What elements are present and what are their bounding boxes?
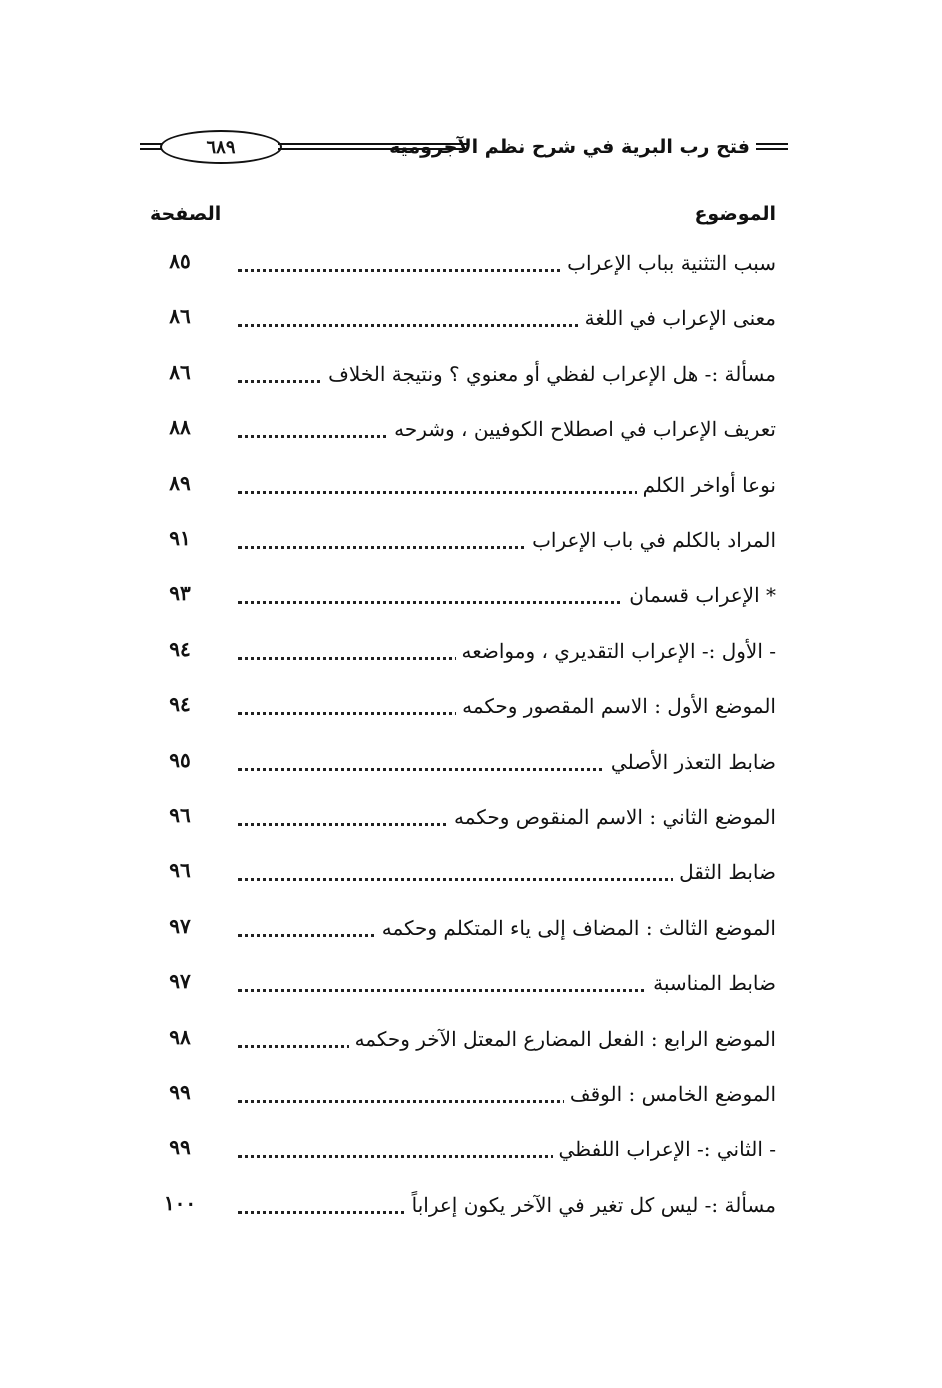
toc-entry-title: مسألة :- ليس كل تغير في الآخر يكون إعراباً xyxy=(406,1193,776,1217)
toc-entry xyxy=(0,963,942,1007)
toc-entry-page: ٩٧ xyxy=(169,913,191,938)
toc-entry-page: ٨٦ xyxy=(169,359,191,384)
toc-entry-title: سبب التثنية بباب الإعراب xyxy=(561,251,776,275)
toc-entry-title: ضابط الثقل xyxy=(673,860,776,884)
toc-entry xyxy=(0,686,942,730)
toc-entry-page: ٨٨ xyxy=(169,415,191,440)
toc-entry-page: ٨٥ xyxy=(169,249,191,273)
toc-entry-page: ٩٨ xyxy=(169,1024,191,1049)
header-rule-middle xyxy=(278,143,468,150)
toc-entry-page: ٩٩ xyxy=(169,1135,191,1160)
toc-entry xyxy=(0,409,942,453)
toc-entry-page: ٩٤ xyxy=(169,692,191,717)
toc-entry xyxy=(0,742,942,786)
toc-entry xyxy=(0,575,942,619)
header-rule-left xyxy=(140,143,162,150)
toc-entry-page: ٨٩ xyxy=(169,470,191,495)
toc-entry xyxy=(0,1074,942,1118)
toc-entry-page: ٩٩ xyxy=(169,1080,191,1104)
toc-entry-title: - الأول :- الإعراب التقديري ، ومواضعه xyxy=(456,639,777,663)
toc-entry xyxy=(0,908,942,952)
toc-entry-title: المراد بالكلم في باب الإعراب xyxy=(526,528,776,552)
toc-entry xyxy=(0,1019,942,1063)
toc-entry xyxy=(0,852,942,896)
header-rule-right xyxy=(756,143,788,150)
toc-entry xyxy=(0,1185,942,1229)
page-number: ٦٨٩ xyxy=(160,130,282,164)
book-title: فتح رب البرية في شرح نظم الآجرومية xyxy=(389,136,750,158)
toc-entry-title: نوعا أواخر الكلم xyxy=(637,473,776,497)
toc-entry-page: ٩٣ xyxy=(169,581,191,606)
toc-entry-title: الموضع الخامس : الوقف xyxy=(564,1082,776,1106)
toc-entry xyxy=(0,298,942,342)
toc-entry-title: * الإعراب قسمان xyxy=(623,583,776,607)
toc-entry-title: معنى الإعراب في اللغة xyxy=(579,306,776,330)
toc-entry-page: ٩٦ xyxy=(169,858,191,883)
toc-entry-title: ضابط التعذر الأصلي xyxy=(605,750,776,774)
toc-entry-page: ٨٦ xyxy=(169,304,191,329)
toc-entry xyxy=(0,520,942,564)
toc-entry-title: تعريف الإعراب في اصطلاح الكوفيين ، وشرحه xyxy=(388,417,776,441)
toc-entry-page: ٩٧ xyxy=(169,969,191,994)
toc-entry xyxy=(0,631,942,675)
toc-entry-page: ٩١ xyxy=(169,526,191,550)
toc-entry-title: الموضع الثاني : الاسم المنقوص وحكمه xyxy=(448,805,776,829)
toc-entry xyxy=(0,465,942,509)
toc-entry xyxy=(0,1129,942,1173)
toc-entry-page: ٩٥ xyxy=(169,747,191,772)
toc-entry-page: ١٠٠ xyxy=(163,1190,197,1215)
toc-entry xyxy=(0,797,942,841)
topic-column-header: الموضوع xyxy=(694,203,776,225)
toc-entry-page: ٩٤ xyxy=(169,636,191,661)
toc-entry-title: الموضع الثالث : المضاف إلى ياء المتكلم وحكمه xyxy=(376,916,776,940)
toc-entry-title: ضابط المناسبة xyxy=(647,971,776,995)
toc-entry-title: الموضع الرابع : الفعل المضارع المعتل الآخر وحكمه xyxy=(349,1027,776,1051)
toc-entry-title: - الثاني :- الإعراب اللفظي xyxy=(553,1137,776,1161)
toc-entry-title: مسألة :- هل الإعراب لفظي أو معنوي ؟ ونتيجة الخلاف xyxy=(322,362,776,386)
toc-entry-page: ٩٦ xyxy=(169,803,191,827)
running-header xyxy=(140,128,788,168)
toc-entry xyxy=(0,243,942,287)
page-column-header: الصفحة xyxy=(150,203,222,225)
toc-entry-title: الموضع الأول : الاسم المقصور وحكمه xyxy=(456,694,776,718)
toc-entry xyxy=(0,354,942,398)
